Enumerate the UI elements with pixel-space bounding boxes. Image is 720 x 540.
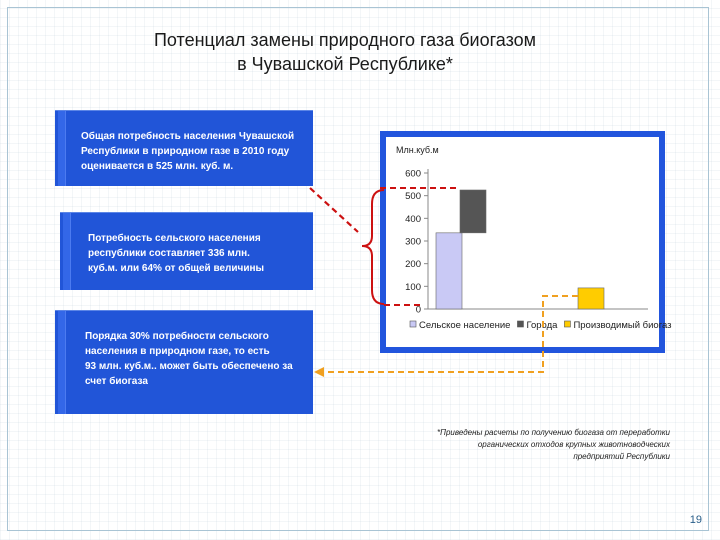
- y-axis-label: Млн.куб.м: [396, 145, 439, 155]
- red-connector-line: [310, 188, 358, 232]
- footnote: [395, 427, 670, 463]
- y-tick-label: 600: [405, 168, 421, 180]
- box-text-line: населения в природном газе, то есть: [85, 346, 270, 357]
- box-text-line: республики составляет 336 млн.: [88, 248, 250, 259]
- title-line-1: Потенциал замены природного газа биогазом: [153, 30, 537, 50]
- footnote-line: органических отходов крупных животноводческих: [477, 440, 670, 449]
- box-text-line: куб.м. или 64% от общей величины: [88, 263, 265, 274]
- title-line-2: в Чувашской Республике*: [237, 54, 453, 74]
- legend-label: Сельское население: [419, 320, 511, 331]
- box-text-line: Потребность сельского населения: [88, 233, 261, 244]
- y-tick-label: 400: [405, 213, 421, 225]
- orange-arrow-line: [320, 296, 578, 372]
- orange-arrow-head: [314, 367, 324, 377]
- y-tick-label: 200: [405, 259, 421, 271]
- y-tick-label: 100: [405, 281, 421, 293]
- box-text-line: счет биогаза: [85, 376, 148, 387]
- footnote-line: *Приведены расчеты по получению биогаза от переработки: [437, 428, 670, 437]
- y-tick-label: 0: [415, 304, 421, 316]
- box-text-line: Порядка 30% потребности сельского: [85, 331, 269, 342]
- footnote-line: предприятий Республики: [573, 452, 670, 461]
- y-tick-label: 300: [405, 236, 421, 248]
- box-text-line: оценивается в 525 млн. куб. м.: [81, 161, 234, 172]
- legend-label: Города: [526, 320, 558, 331]
- y-tick-label: 500: [405, 191, 421, 203]
- page-number: 19: [689, 514, 702, 526]
- box-text-line: Общая потребность населения Чувашской: [81, 131, 295, 142]
- box-text-line: 93 млн. куб.м.. может быть обеспечено за: [85, 361, 293, 372]
- box-text-line: Республики в природном газе в 2010 году: [81, 146, 290, 157]
- red-bracket: [362, 190, 384, 304]
- legend-label: Производимый биогаз: [573, 320, 672, 331]
